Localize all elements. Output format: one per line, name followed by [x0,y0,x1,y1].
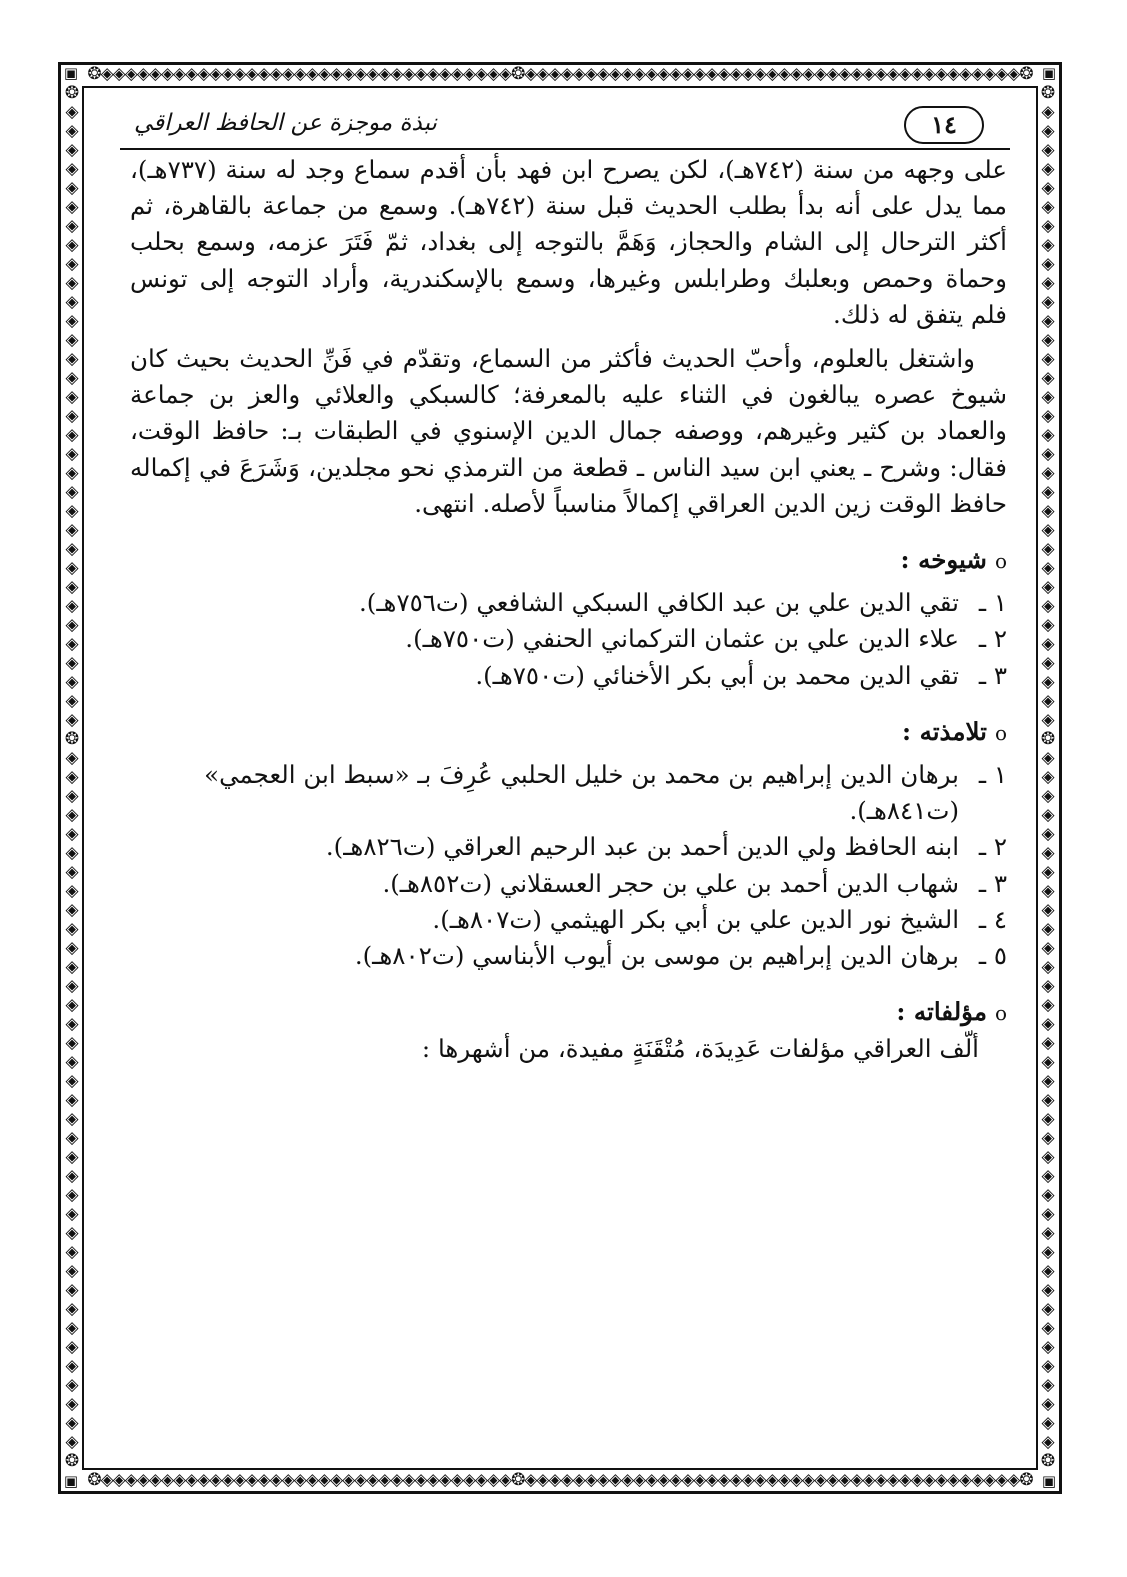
list-item [130,866,1007,902]
item-text: تقي الدين محمد بن أبي بكر الأخنائي (ت٧٥٠هـ). [475,660,959,690]
item-text: الشيخ نور الدين علي بن أبي بكر الهيثمي (ت٨٠٧هـ). [432,904,959,934]
header-divider [120,148,1010,150]
list-item [130,585,1007,621]
page-header [120,102,1010,142]
top-ornament-border: ❂◈◈◈◈◈◈◈◈◈◈◈◈◈◈◈◈◈◈◈◈◈◈◈◈◈◈◈◈◈◈◈◈◈◈❂◈◈◈◈◈◈◈◈◈◈◈◈◈◈◈◈◈◈◈◈◈◈◈◈◈◈◈◈◈◈◈◈◈◈◈◈◈◈◈◈◈❂ [87,64,1033,84]
corner-ornament-icon: ▣ [1041,1472,1057,1490]
item-number: ٣ ـ [978,660,1007,690]
item-number: ١ ـ [978,588,1007,618]
item-text: تقي الدين علي بن عبد الكافي السبكي الشافعي (ت٧٥٦هـ). [358,588,959,618]
students-list [130,757,1007,974]
section-heading-works: oمؤلفاته : [896,997,1007,1027]
page-number: ١٤ [904,106,984,144]
item-number: ٤ ـ [978,904,1007,934]
bullet-icon: o [994,720,1007,745]
teachers-list [130,585,1007,694]
list-item [130,621,1007,657]
list-item [130,757,1007,829]
corner-ornament-icon: ▣ [63,1472,79,1490]
bullet-icon: o [994,1001,1007,1026]
item-text: علاء الدين علي بن عثمان التركماني الحنفي (ت٧٥٠هـ). [405,624,959,654]
corner-ornament-icon: ▣ [63,64,79,82]
item-number: ٢ ـ [978,624,1007,654]
list-item [130,938,1007,974]
running-title: نبذة موجزة عن الحافظ العراقي [134,110,437,136]
item-number: ٥ ـ [978,941,1007,971]
section-heading-teachers: oشيوخه : [900,545,1007,575]
corner-ornament-icon: ▣ [1041,64,1057,82]
list-item [130,829,1007,865]
section-heading-students: oتلامذته : [902,716,1007,746]
item-number: ٣ ـ [978,868,1007,898]
right-ornament-border: ❂ ◈ ◈ ◈ ◈ ◈ ◈ ◈ ◈ ◈ ◈ ◈ ◈ ◈ ◈ ◈ ◈ ◈ ◈ ◈ ◈ ◈ ◈ ◈ ◈ ◈ ◈ ◈ ◈ ◈ ◈ ◈ ◈ ◈ ❂ ◈ ◈ ◈ ◈ ◈ ◈ ◈ ◈ ◈ ◈ ◈ ◈ ◈ ◈ ◈ ◈ ◈ ◈ ◈ ◈ ◈ ◈ ◈ ◈ ◈ ◈ ◈ ◈ ◈ ◈ ◈ ◈ ◈ ◈ ◈ ◈ ◈ ❂ [1040,84,1056,1471]
left-ornament-border: ❂ ◈ ◈ ◈ ◈ ◈ ◈ ◈ ◈ ◈ ◈ ◈ ◈ ◈ ◈ ◈ ◈ ◈ ◈ ◈ ◈ ◈ ◈ ◈ ◈ ◈ ◈ ◈ ◈ ◈ ◈ ◈ ◈ ◈ ❂ ◈ ◈ ◈ ◈ ◈ ◈ ◈ ◈ ◈ ◈ ◈ ◈ ◈ ◈ ◈ ◈ ◈ ◈ ◈ ◈ ◈ ◈ ◈ ◈ ◈ ◈ ◈ ◈ ◈ ◈ ◈ ◈ ◈ ◈ ◈ ◈ ◈ ❂ [64,84,80,1471]
bullet-icon: o [994,549,1007,574]
page-body [130,152,1007,1068]
list-item [130,902,1007,938]
bottom-ornament-border: ❂◈◈◈◈◈◈◈◈◈◈◈◈◈◈◈◈◈◈◈◈◈◈◈◈◈◈◈◈◈◈◈◈◈◈❂◈◈◈◈◈◈◈◈◈◈◈◈◈◈◈◈◈◈◈◈◈◈◈◈◈◈◈◈◈◈◈◈◈◈◈◈◈◈◈◈◈❂ [87,1470,1033,1490]
item-number: ١ ـ [978,760,1007,790]
item-text: برهان الدين إبراهيم بن محمد بن خليل الحلبي عُرِفَ بـ «سبط ابن العجمي» (ت٨٤١هـ). [204,760,959,826]
paragraph: ألّف العراقي مؤلفات عَدِيدَة، مُتْقَنَةٍ مفيدة، من أشهرها : [421,1034,979,1064]
item-text: شهاب الدين أحمد بن علي بن حجر العسقلاني (ت٨٥٢هـ). [382,868,959,898]
item-number: ٢ ـ [978,832,1007,862]
item-text: برهان الدين إبراهيم بن موسى بن أيوب الأبناسي (ت٨٠٢هـ). [354,941,959,971]
paragraph: على وجهه من سنة (٧٤٢هـ)، لكن يصرح ابن فهد بأن أقدم سماع وجد له سنة (٧٣٧هـ)، مما يدل على أنه بدأ بطلب الحديث قبل سنة (٧٤٢هـ). وسمع من جماعة بالقاهرة، ثم أكثر الترحال إلى الشام والحجاز، وَهَمَّ بالتوجه إلى بغداد، ثمّ فَتَرَ عزمه، وسمع بحلب وحماة وحمص وبعلبك وطرابلس وغيرها، وسمع بالإسكندرية، وأراد التوجه إلى تونس فلم يتفق له ذلك. [130,155,1007,329]
paragraph: واشتغل بالعلوم، وأحبّ الحديث فأكثر من السماع، وتقدّم في فَنِّ الحديث بحيث كان شيوخ عصره يبالغون في الثناء عليه بالمعرفة؛ كالسبكي والعلائي والعز بن جماعة والعماد بن كثير وغيرهم، ووصفه جمال الدين الإسنوي في الطبقات بـ: حافظ الوقت، فقال: وشرح ـ يعني ابن سيد الناس ـ قطعة من الترمذي نحو مجلدين، وَشَرَعَ في إكماله حافظ الوقت زين الدين العراقي إكمالاً مناسباً لأصله. انتهى. [130,344,1007,518]
item-text: ابنه الحافظ ولي الدين أحمد بن عبد الرحيم العراقي (ت٨٢٦هـ). [325,832,959,862]
list-item [130,658,1007,694]
